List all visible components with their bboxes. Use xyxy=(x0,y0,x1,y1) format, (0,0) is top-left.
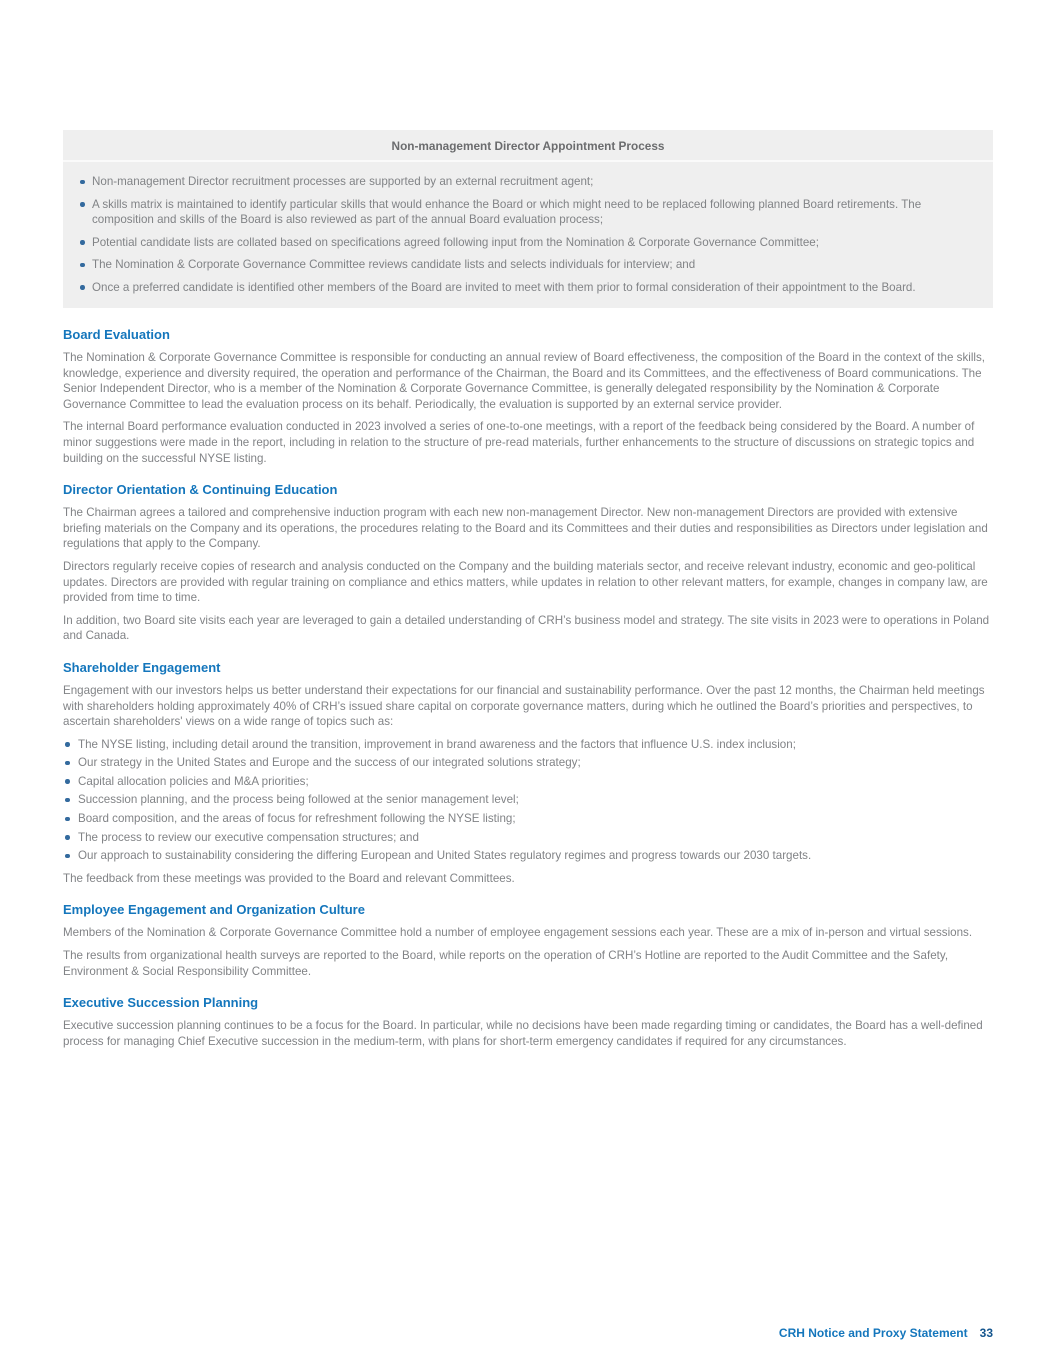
bullet-text: The process to review our executive compensation structures; and xyxy=(78,830,419,844)
page-footer xyxy=(779,1326,993,1340)
section-executive-succession xyxy=(63,995,993,1049)
appointment-box-title: Non-management Director Appointment Process xyxy=(63,130,993,162)
footer-document-title: CRH Notice and Proxy Statement xyxy=(778,1326,968,1340)
list-item xyxy=(80,174,975,190)
list-item xyxy=(63,792,993,808)
paragraph: The Chairman agrees a tailored and comprehensive induction program with each new non-management Director. New non-management Directors are provided with extensive briefing materials on the Company and its operations, the procedures relating to the Board and its Committees and their duties and responsibilities as Directors under legislation and regulations that apply to the Company. xyxy=(63,506,988,551)
bullet-icon xyxy=(80,202,85,207)
bullet-text: Non-management Director recruitment processes are supported by an external recruitment agent; xyxy=(92,175,594,188)
bullet-text: Our strategy in the United States and Europe and the success of our integrated solutions strategy; xyxy=(78,756,581,770)
list-item xyxy=(80,280,975,296)
section-heading: Board Evaluation xyxy=(63,327,170,342)
list-item xyxy=(63,737,993,753)
appointment-box-list xyxy=(63,162,993,295)
bullet-icon xyxy=(80,240,85,245)
section-heading: Shareholder Engagement xyxy=(63,659,221,675)
paragraph: The Nomination & Corporate Governance Committee is responsible for conducting an annual review of Board effectiveness, the composition of the Board in the context of the skills, knowledge, experience and diversity required, the operation and performance of the Chairman, the Board and its Committees, and the effectiveness of Board communications. The Senior Independent Director, who is a member of the Nomination & Corporate Governance Committee, is generally delegated responsibility by the Nomination & Corporate Governance Committee to lead the evaluation process on its behalf. Periodically, the evaluation is supported by an external service provider. xyxy=(63,351,985,411)
bullet-icon xyxy=(80,285,85,290)
section-heading: Director Orientation & Continuing Education xyxy=(63,482,338,498)
paragraph: Directors regularly receive copies of research and analysis conducted on the Company and the building materials sector, and receive relevant industry, economic and geo-political updates. Directors are provided with regular training on compliance and ethics matters, while updates in relation to other relevant matters, for example, changes in company law, are provided from time to time. xyxy=(63,559,988,605)
list-item xyxy=(63,830,993,846)
paragraph: The results from organizational health surveys are reported to the Board, while reports on the operation of CRH’s Hotline are reported to the Audit Committee and the Safety, Environment & Social Responsibility Committee. xyxy=(63,949,949,978)
bullet-text: Capital allocation policies and M&A priorities; xyxy=(78,774,309,788)
shareholder-topics-list xyxy=(63,737,993,864)
section-shareholder-engagement xyxy=(63,660,993,887)
bullet-text: Once a preferred candidate is identified other members of the Board are invited to meet with them prior to formal consideration of their appointment to the Board. xyxy=(92,280,916,294)
bullet-icon xyxy=(65,817,70,822)
bullet-text: A skills matrix is maintained to identify particular skills that would enhance the Board or which might need to be replaced following planned Board retirements. The composition and skills of the Board is also reviewed as part of the annual Board evaluation process; xyxy=(92,197,922,226)
paragraph: The internal Board performance evaluation conducted in 2023 involved a series of one-to-one meetings, with a report of the feedback being considered by the Board. A number of minor suggestions were made in the report, including in relation to the structure of pre-read materials, further enhancements to the structure of discussions on strategic topics and building on the successful NYSE listing. xyxy=(63,420,975,465)
bullet-text: The NYSE listing, including detail around the transition, improvement in brand awareness and the factors that influence U.S. index inclusion; xyxy=(78,737,796,751)
section-employee-engagement xyxy=(63,902,993,979)
list-item xyxy=(80,257,975,273)
paragraph: Engagement with our investors helps us better understand their expectations for our financial and sustainability performance. Over the past 12 months, the Chairman held meetings with shareholders holding approximately 40% of CRH’s issued share capital on corporate governance matters, during which he outlined the Board’s priorities and perspectives, to ascertain shareholders' views on a wide range of topics such as: xyxy=(63,683,985,729)
paragraph: Executive succession planning continues to be a focus for the Board. In particular, while no decisions have been made regarding timing or candidates, the Board has a well-defined process for managing Chief Executive succession in the medium-term, with plans for short-term emergency candidates if required for any circumstances. xyxy=(63,1019,983,1048)
bullet-icon xyxy=(80,263,85,268)
paragraph: In addition, two Board site visits each year are leveraged to gain a detailed understanding of CRH’s business model and strategy. The site visits in 2023 were to operations in Poland and Canada. xyxy=(63,613,990,643)
paragraph: The feedback from these meetings was provided to the Board and relevant Committees. xyxy=(63,871,515,885)
paragraph: Members of the Nomination & Corporate Governance Committee hold a number of employee engagement sessions each year. These are a mix of in-person and virtual sessions. xyxy=(63,926,973,940)
section-board-evaluation xyxy=(63,327,993,466)
bullet-text: The Nomination & Corporate Governance Committee reviews candidate lists and selects individuals for interview; and xyxy=(92,258,696,271)
bullet-icon xyxy=(65,761,70,766)
bullet-icon xyxy=(65,779,70,784)
bullet-icon xyxy=(65,798,70,803)
list-item xyxy=(63,774,993,790)
bullet-icon xyxy=(65,742,70,747)
bullet-text: Our approach to sustainability considering the differing European and United States regulatory regimes and progress towards our 2030 targets. xyxy=(78,849,812,863)
list-item xyxy=(80,197,975,228)
appointment-process-box xyxy=(63,130,993,308)
bullet-icon xyxy=(80,180,85,185)
bullet-icon xyxy=(65,835,70,840)
section-heading: Executive Succession Planning xyxy=(63,995,259,1011)
section-director-orientation xyxy=(63,482,993,644)
list-item xyxy=(63,811,993,827)
bullet-text: Board composition, and the areas of focus for refreshment following the NYSE listing; xyxy=(78,812,516,826)
bullet-icon xyxy=(65,854,70,859)
section-heading: Employee Engagement and Organization Culture xyxy=(63,902,365,918)
bullet-text: Succession planning, and the process being followed at the senior management level; xyxy=(78,793,519,807)
bullet-text: Potential candidate lists are collated based on specifications agreed following input from the Nomination & Corporate Governance Committee; xyxy=(92,235,819,249)
list-item xyxy=(80,235,975,251)
list-item xyxy=(63,755,993,771)
list-item xyxy=(63,848,993,864)
document-page xyxy=(63,0,993,1365)
footer-page-number: 33 xyxy=(979,1326,993,1340)
